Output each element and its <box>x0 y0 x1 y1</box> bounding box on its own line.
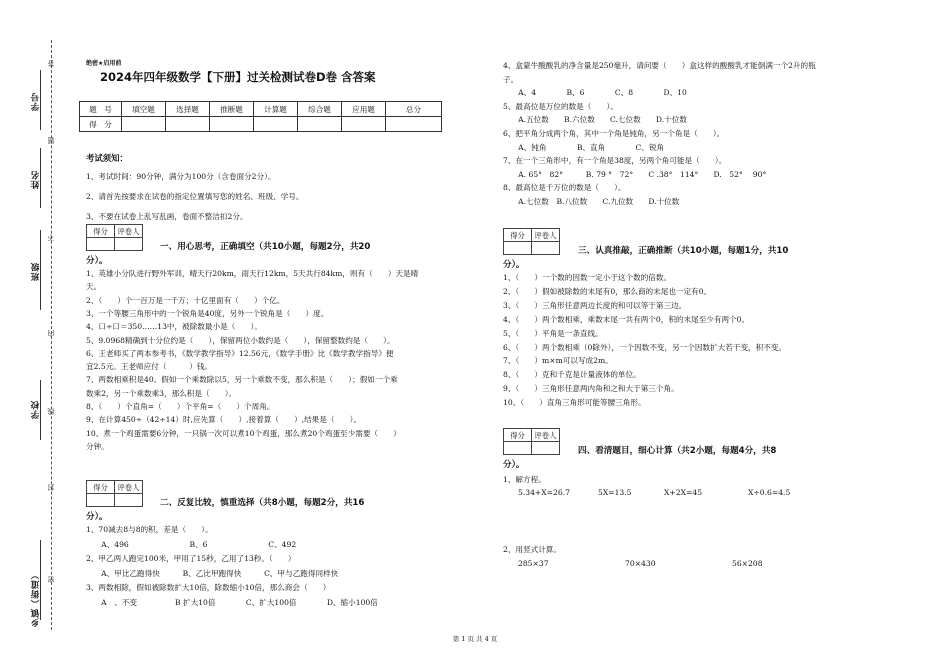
vertical-calc: 70×430 <box>625 559 656 568</box>
score-header-cell: 题 号 <box>80 102 122 117</box>
grader-label: 得分 <box>504 229 532 242</box>
cut-mark: 密 <box>47 576 55 583</box>
section-3-heading-cont: 分）。 <box>503 260 525 270</box>
question-line: 数乘2，另一个乘数乘3，那么积是（ ）。 <box>86 388 237 398</box>
exam-title: 2024年四年级数学【下册】过关检测试卷D卷 含答案 <box>100 70 376 84</box>
cut-mark: 内 <box>47 330 55 337</box>
score-cell <box>210 117 254 132</box>
section-2-heading: 二、反复比较，慎重选择（共8小题，每题2分，共16 <box>160 498 365 508</box>
score-cell <box>254 117 298 132</box>
equation: X÷0.6=4.5 <box>748 488 791 497</box>
question-line: 分钟。 <box>86 441 109 451</box>
question-line: 7、（ ）m×m可以写成2m。 <box>503 356 613 366</box>
question-line: 6、王老师买了两本参考书，《数学教学指导》12.56元，《数学手册》比《数学教学指导》便 <box>86 348 394 358</box>
equation: X+2X=45 <box>664 488 703 497</box>
question-line: 5、最高位是万位的数是（ ）。 <box>503 101 618 111</box>
question-line: 1、英雄小分队进行野外军训，晴天行20km，雨天行12km，5天共行84km，则有（ ）天是晴 <box>86 269 419 278</box>
score-header-cell: 总分 <box>386 102 442 117</box>
question-line: 1、（ ）一个数的因数一定小于这个数的倍数。 <box>503 273 672 282</box>
notice-item: 1、考试时间：90分钟，满分为100分（含卷面分2分）。 <box>86 172 276 181</box>
cut-mark: 不 <box>47 234 55 241</box>
score-header-cell: 选择题 <box>166 102 210 117</box>
grader-box <box>503 428 560 455</box>
grader-box <box>86 480 143 507</box>
notice-item: 2、请首先按要求在试卷的指定位置填写您的姓名、班级、学号。 <box>86 192 304 201</box>
question-line: 子。 <box>503 74 519 84</box>
question-line: 4、（ ）两个数相乘，乘数末尾一共有两个0，积的末尾至少有两个0。 <box>503 314 750 324</box>
question-line: 7、在一个三角形中，有一个角是38度，另两个角可能是（ ）。 <box>503 156 727 166</box>
binding-margin <box>0 0 78 671</box>
question-line: A、4 B、6 C、8 D、10 <box>503 88 687 98</box>
grader-label: 评卷人 <box>115 225 143 238</box>
question-line: A、甲比乙跑得快 B、乙比甲跑得快 C、甲与乙跑得同样快 <box>86 568 339 578</box>
question-line: 宜2.5元。王老师应付（ ）钱。 <box>86 362 212 372</box>
grader-label: 得分 <box>504 429 532 442</box>
section-1-heading-cont: 分）。 <box>86 256 108 266</box>
label-student-id: 学号 <box>31 92 41 111</box>
question-line: 5、9.0968精确到十分位约是（ ），保留两位小数约是（ ），保留整数约是（ ）。 <box>86 335 395 345</box>
question-line: 5、（ ）平角是一条直线。 <box>503 328 603 338</box>
question-line: 6、（ ）两个数相乘（0除外），一个因数不变，另一个因数扩大若干变，积不变。 <box>503 342 787 352</box>
equation: 5X=13.5 <box>598 488 632 497</box>
section-1-heading: 一、用心思考，正确填空（共10小题，每题2分，共20 <box>160 242 371 252</box>
score-cell <box>122 117 166 132</box>
question-line: 4、盒蒙牛酸酸乳的净含量是250毫升，请问要（ ）盒这样的酸酸乳才能倒满一个2升的瓶 <box>503 61 816 70</box>
label-class: 班级 <box>31 262 41 281</box>
question-line: 6、把平角分成两个角，其中一个角是钝角，另一个角是（ ）。 <box>503 129 725 138</box>
score-cell <box>342 117 386 132</box>
score-table <box>79 101 442 132</box>
question-line: 10、煮一个鸡蛋需要6分钟，一只锅一次可以煮10个鸡蛋，那么煮20个鸡蛋至少需要（ ） <box>86 428 401 438</box>
grader-label: 得分 <box>87 481 115 494</box>
question-line: 2、（ ）个一百万是一千万；十亿里面有（ ）个亿。 <box>86 295 285 305</box>
vertical-calc: 285×37 <box>518 559 549 568</box>
label-name: 姓名 <box>31 170 41 189</box>
label-school: 学校 <box>31 400 41 419</box>
score-header-cell: 计算题 <box>254 102 298 117</box>
question-line: 8、（ ）个直角=（ ）个平角=（ ）个周角。 <box>86 402 275 411</box>
question-line: A. 65° 82° B. 79 ° 72° C .38° 114° D. 52° 90° <box>503 169 767 179</box>
question-line: A.七位数 B.八位数 C.九位数 D.十位数 <box>503 197 680 206</box>
grader-label: 得分 <box>87 225 115 238</box>
section-2-heading-cont: 分）。 <box>86 512 108 522</box>
score-header-cell: 填空题 <box>122 102 166 117</box>
grader-label: 评卷人 <box>532 429 560 442</box>
section-4-heading: 四、看清题目，细心计算（共2小题，每题4分，共8 <box>578 446 777 456</box>
question-line: A、496 B、6 C、492 <box>86 539 297 549</box>
question-line: 2、（ ）假如被除数的末尾有0，那么商的末尾也一定有0。 <box>503 286 712 296</box>
question-line: A、钝角 B、直角 C、锐角 <box>503 142 665 152</box>
question-line: A.五位数 B.六位数 C.七位数 D.十位数 <box>503 115 687 125</box>
cut-mark: 答 <box>47 60 55 67</box>
score-cell <box>386 117 442 132</box>
question-line: 7、两数相乘积是40。假如一个乘数除以5，另一个乘数不变，那么积是（ ）；假如一个乘 <box>86 375 398 385</box>
question-line: 8、最高位是千万位的数是（ ）。 <box>503 183 626 193</box>
score-header-cell: 推断题 <box>210 102 254 117</box>
question-line: 3、一个等腰三角形中的一个锐角是40度，另外一个锐角是（ ）度。 <box>86 308 329 318</box>
calc-question-1: 1、解方程。 <box>503 475 546 484</box>
section-4-heading-cont: 分）。 <box>503 460 525 470</box>
question-line: 10、（ ）直角三角形可能等腰三角形。 <box>503 398 646 408</box>
question-line: 8、（ ）克和千克是计量液体的单位。 <box>503 370 641 380</box>
grader-label: 评卷人 <box>115 481 143 494</box>
score-cell <box>166 117 210 132</box>
question-line: 9、（ ）三角形任意两内角和之和大于第三个角。 <box>503 384 679 394</box>
question-line: 3、两数相除，假如被除数扩大10倍，除数缩小10倍，那么商会（ ） <box>86 583 331 593</box>
label-town: 乡镇（街道） <box>31 570 41 627</box>
question-line: 9、在计算450÷（42÷14）时,应先算（ ）,接着算（ ）,结果是（ ）。 <box>86 415 362 425</box>
secret-mark: 绝密★启用前 <box>86 60 122 67</box>
page-footer: 第 1 页 共 4 页 <box>452 635 498 643</box>
question-line: 3、（ ）三角形任意两边长度的和可以等于第三边。 <box>503 300 687 310</box>
question-line: 1、70减去8与8的积，差是（ ）。 <box>86 525 213 534</box>
score-header-cell: 综合题 <box>298 102 342 117</box>
calc-question-2: 2、用竖式计算。 <box>503 545 561 554</box>
grader-box <box>86 224 143 251</box>
equation: 5.34+X=26.7 <box>518 488 570 497</box>
question-line: 2、甲乙两人跑完100米，甲用了15秒，乙用了13秒。（ ） <box>86 554 296 564</box>
question-line: A 、不变 B 扩大10倍 C、扩大100倍 D、缩小100倍 <box>86 598 378 607</box>
vertical-calc: 56×208 <box>732 559 763 568</box>
score-row-label: 得 分 <box>80 117 122 132</box>
cut-mark: 线 <box>47 408 55 415</box>
score-cell <box>298 117 342 132</box>
notice-title: 考试须知： <box>86 153 128 163</box>
cut-mark: 题 <box>47 137 55 144</box>
question-line: 天。 <box>86 282 102 292</box>
question-line: 4、口÷口＝350……13中，被除数最小是（ ）。 <box>86 322 262 332</box>
grader-box <box>503 228 560 255</box>
score-header-cell: 应用题 <box>342 102 386 117</box>
cut-mark: 封 <box>47 484 55 491</box>
notice-item: 3、不要在试卷上乱写乱画，卷面不整洁扣2分。 <box>86 212 248 221</box>
section-3-heading: 三、认真推敲，正确推断（共10小题，每题1分，共10 <box>578 246 789 256</box>
grader-label: 评卷人 <box>532 229 560 242</box>
